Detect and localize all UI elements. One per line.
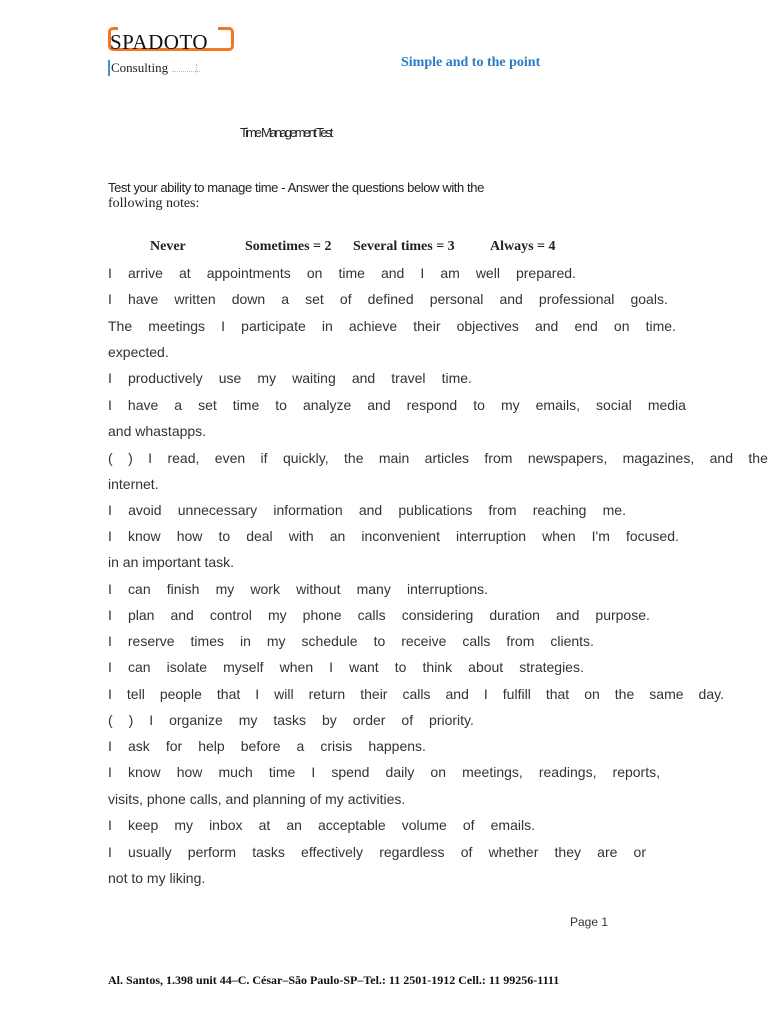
question-line: visits, phone calls, and planning of my activities.: [108, 791, 406, 807]
intro-line-1: Test your ability to manage time - Answer the questions below with the: [108, 180, 484, 195]
question-line: I ask for help before a crisis happens.: [108, 738, 426, 754]
question-line: I keep my inbox at an acceptable volume of emails.: [108, 817, 535, 833]
question-line: I know how to deal with an inconvenient interruption when I'm focused.: [108, 528, 679, 544]
question-line: I have a set time to analyze and respond to my emails, social media: [108, 397, 686, 413]
question-line: I plan and control my phone calls considering duration and purpose.: [108, 607, 650, 623]
question-line: I know how much time I spend daily on meetings, readings, reports,: [108, 764, 660, 780]
question-line: not to my liking.: [108, 870, 206, 886]
footer-address: Al. Santos, 1.398 unit 44–C. César–São Paulo-SP–Tel.: 11 2501-1912 Cell.: 11 99256-1111: [108, 973, 560, 987]
question-line: I reserve times in my schedule to receive calls from clients.: [108, 633, 594, 649]
question-line: I can finish my work without many interruptions.: [108, 581, 488, 597]
question-line: I tell people that I will return their calls and I fulfill that on the same day.: [108, 686, 724, 702]
page-number: Page 1: [570, 915, 609, 929]
question-line: I productively use my waiting and travel time.: [108, 370, 472, 386]
scale-several-times: Several times = 3: [353, 239, 455, 254]
question-line: in an important task.: [108, 554, 235, 570]
scale-never: Never: [150, 239, 186, 254]
question-line: ( ) I organize my tasks by order of priority.: [108, 712, 474, 728]
question-line: I can isolate myself when I want to think about strategies.: [108, 659, 584, 675]
question-line: internet.: [108, 476, 159, 492]
question-line: expected.: [108, 344, 169, 360]
scale-sometimes: Sometimes = 2: [245, 239, 332, 254]
scale-always: Always = 4: [490, 239, 556, 254]
question-line: I avoid unnecessary information and publications from reaching me.: [108, 502, 626, 518]
question-line: The meetings I participate in achieve their objectives and end on time.: [108, 318, 676, 334]
document-title: Time Management Test: [240, 125, 332, 140]
intro-line-2: following notes:: [108, 196, 200, 211]
question-line: I have written down a set of defined personal and professional goals.: [108, 291, 668, 307]
question-line: ( ) I read, even if quickly, the main articles from newspapers, magazines, and the: [108, 450, 768, 466]
logo-text: SPADOTO: [110, 30, 209, 54]
logo-dotted-tick: [196, 64, 198, 74]
logo-subtitle: Consulting: [108, 60, 168, 76]
question-line: and whastapps.: [108, 423, 207, 439]
question-line: I arrive at appointments on time and I am well prepared.: [108, 265, 576, 281]
tagline: Simple and to the point: [401, 55, 541, 70]
question-line: I usually perform tasks effectively regardless of whether they are or: [108, 844, 646, 860]
